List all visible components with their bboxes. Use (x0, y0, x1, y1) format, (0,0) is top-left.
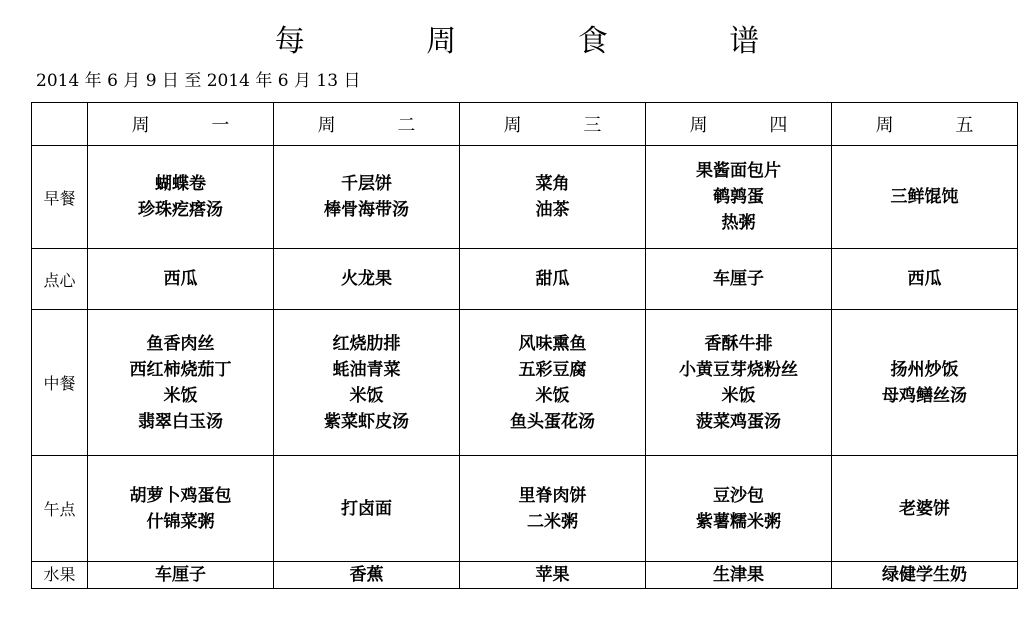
menu-cell (88, 562, 274, 589)
menu-cell (274, 562, 460, 589)
dish: 五彩豆腐 (518, 359, 587, 380)
menu-cell (274, 310, 460, 456)
dish: 火龙果 (341, 269, 392, 289)
dish: 苹果 (535, 565, 570, 585)
menu-cell (88, 310, 274, 456)
day-header-wed: 周 三 (460, 103, 646, 146)
menu-cell (460, 456, 646, 562)
dish: 菠菜鸡蛋汤 (696, 411, 781, 432)
dish: 扬州炒饭 (890, 359, 959, 380)
dish: 果酱面包片 (696, 161, 781, 181)
menu-cell (832, 456, 1018, 562)
menu-cell (460, 249, 646, 310)
menu-cell (646, 310, 832, 456)
dish: 棒骨海带汤 (324, 200, 409, 220)
dish: 香酥牛排 (704, 333, 773, 354)
dish: 米饭 (349, 385, 384, 406)
menu-cell (274, 249, 460, 310)
dish: 什锦菜粥 (146, 511, 215, 532)
menu-cell (88, 146, 274, 249)
dish: 油茶 (535, 200, 570, 220)
dish: 绿健学生奶 (882, 565, 967, 585)
dish: 西瓜 (907, 269, 942, 289)
dish: 风味熏鱼 (518, 333, 587, 354)
day-header-tue: 周 二 (274, 103, 460, 146)
dish: 二米粥 (527, 511, 578, 532)
day-header-mon: 周 一 (88, 103, 274, 146)
dish: 红烧肋排 (332, 333, 401, 354)
day-header-thu: 周 四 (646, 103, 832, 146)
menu-cell (274, 146, 460, 249)
corner-cell (32, 103, 88, 146)
table-row-breakfast (32, 146, 1018, 249)
table-row-snack (32, 249, 1018, 310)
menu-cell (88, 249, 274, 310)
dish: 西瓜 (163, 269, 198, 289)
dish: 打卤面 (341, 498, 392, 519)
table-row-fruit (32, 562, 1018, 589)
dish: 米饭 (535, 385, 570, 406)
page-title: 每 周 食 谱 (274, 24, 816, 59)
dish: 鱼香肉丝 (146, 333, 215, 354)
dish: 车厘子 (155, 565, 206, 585)
dish: 老婆饼 (899, 498, 950, 519)
header-row (32, 103, 1018, 146)
dish: 蝴蝶卷 (155, 174, 206, 194)
menu-cell (646, 146, 832, 249)
dish: 豆沙包 (713, 485, 764, 506)
menu-cell (646, 249, 832, 310)
menu-cell (460, 310, 646, 456)
menu-cell (832, 562, 1018, 589)
dish: 生津果 (713, 565, 764, 585)
menu-cell (832, 310, 1018, 456)
dish: 母鸡鳝丝汤 (882, 385, 967, 406)
dish: 米饭 (721, 385, 756, 406)
dish: 菜角 (535, 174, 570, 194)
menu-cell (832, 249, 1018, 310)
dish: 三鲜馄饨 (890, 187, 959, 207)
dish: 小黄豆芽烧粉丝 (679, 359, 798, 380)
row-label-afternoon-snack: 午点 (32, 456, 88, 562)
dish: 西红柿烧茄丁 (129, 359, 232, 380)
menu-cell (646, 456, 832, 562)
menu-cell (274, 456, 460, 562)
dish: 香蕉 (349, 565, 384, 585)
menu-cell (460, 146, 646, 249)
dish: 蚝油青菜 (332, 359, 401, 380)
day-header-fri: 周 五 (832, 103, 1018, 146)
dish: 鱼头蛋花汤 (510, 411, 595, 432)
dish: 紫薯糯米粥 (696, 511, 781, 532)
dish: 热粥 (721, 213, 756, 233)
row-label-lunch: 中餐 (32, 310, 88, 456)
row-label-snack: 点心 (32, 249, 88, 310)
dish: 鹌鹑蛋 (713, 187, 764, 207)
dish: 千层饼 (341, 174, 392, 194)
menu-cell (646, 562, 832, 589)
table-row-lunch (32, 310, 1018, 456)
menu-cell (460, 562, 646, 589)
row-label-breakfast: 早餐 (32, 146, 88, 249)
menu-cell (832, 146, 1018, 249)
table-row-afternoon-snack (32, 456, 1018, 562)
dish: 车厘子 (713, 269, 764, 289)
dish: 翡翠白玉汤 (138, 411, 223, 432)
dish: 里脊肉饼 (518, 485, 587, 506)
dish: 紫菜虾皮汤 (324, 411, 409, 432)
date-range: 2014 年 6 月 9 日 至 2014 年 6 月 13 日 (36, 71, 361, 91)
dish: 米饭 (163, 385, 198, 406)
menu-cell (88, 456, 274, 562)
row-label-fruit: 水果 (32, 562, 88, 589)
dish: 珍珠疙瘩汤 (138, 200, 223, 220)
weekly-menu-table (31, 102, 1018, 589)
dish: 胡萝卜鸡蛋包 (129, 485, 232, 506)
dish: 甜瓜 (535, 269, 570, 289)
